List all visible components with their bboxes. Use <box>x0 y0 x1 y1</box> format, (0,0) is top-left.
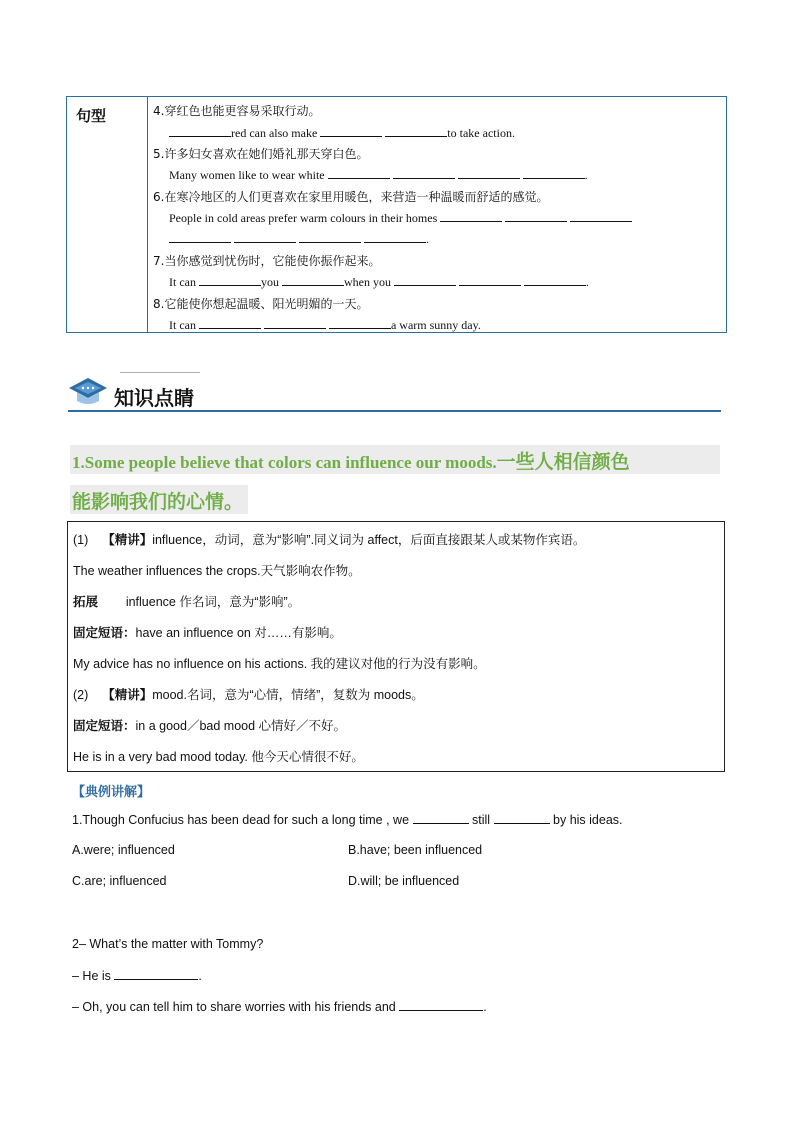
answer-blank[interactable] <box>328 167 390 179</box>
answer-blank[interactable] <box>459 274 521 286</box>
item-8-english: It can a warm sunny day. <box>169 318 481 332</box>
item-4-english: red can also make to take action. <box>169 125 515 141</box>
option-b[interactable]: B.have; been influenced <box>348 843 483 857</box>
table-content-cell <box>153 99 722 332</box>
answer-blank[interactable] <box>393 167 455 179</box>
key-sentence-chinese-part1: 一些人相信颜色 <box>496 451 630 473</box>
explain-line-3: 拓展 influence 作名词，意为“影响”。 <box>73 594 301 609</box>
section-header <box>68 372 721 416</box>
answer-blank[interactable] <box>523 167 585 179</box>
answer-blank[interactable] <box>385 125 447 137</box>
option-a[interactable]: A.were; influenced <box>72 843 175 857</box>
answer-blank[interactable] <box>199 274 261 286</box>
answer-blank[interactable] <box>394 274 456 286</box>
key-sentence-chinese-part2: 能影响我们的心情。 <box>72 491 244 513</box>
answer-blank[interactable] <box>524 274 586 286</box>
item-6-english-line2: . <box>169 231 429 247</box>
answer-blank[interactable] <box>364 231 426 243</box>
answer-blank[interactable] <box>329 317 391 329</box>
item-6-chinese: 6.在寒冷地区的人们更喜欢在家里用暖色，来营造一种温暖而舒适的感觉。 <box>153 190 549 204</box>
question-2-line-3: – Oh, you can tell him to share worries with his friends and . <box>72 1000 487 1014</box>
section-title: 知识点睛 <box>114 386 194 410</box>
answer-blank[interactable] <box>570 210 632 222</box>
explain-line-8: He is in a very bad mood today. 他今天心情很不好。 <box>73 750 364 764</box>
answer-blank[interactable] <box>282 274 344 286</box>
examples-title: 【典例讲解】 <box>72 785 151 800</box>
item-7-english: It can you when you . <box>169 275 589 289</box>
sentence-pattern-table <box>66 96 727 333</box>
key-sentence-row2 <box>70 485 248 514</box>
answer-blank[interactable] <box>505 210 567 222</box>
answer-blank[interactable] <box>169 231 231 243</box>
explain-line-2: The weather influences the crops.天气影响农作物。 <box>73 564 361 578</box>
question-2-line-2: – He is . <box>72 969 202 983</box>
item-7-chinese: 7.当你感觉到忧伤时，它能使你振作起来。 <box>153 254 381 268</box>
answer-blank[interactable] <box>299 231 361 243</box>
table-label-cell <box>67 97 148 332</box>
explain-line-1: (1) 【精讲】influence，动词，意为“影响”.同义词为 affect，后面直接跟某人或某物作宾语。 <box>73 532 586 547</box>
explain-line-4: 固定短语：have an influence on 对……有影响。 <box>73 625 342 640</box>
answer-blank[interactable] <box>494 812 550 824</box>
question-1: 1.Though Confucius has been dead for such a long time , we still by his ideas. <box>72 813 623 827</box>
item-5-chinese: 5.许多妇女喜欢在她们婚礼那天穿白色。 <box>153 147 369 161</box>
explain-line-6: (2) 【精讲】mood.名词，意为“心情，情绪”，复数为 moods。 <box>73 687 424 702</box>
key-sentence-row1 <box>70 445 720 474</box>
answer-blank[interactable] <box>458 167 520 179</box>
answer-blank[interactable] <box>264 317 326 329</box>
answer-blank[interactable] <box>440 210 502 222</box>
option-c[interactable]: C.are; influenced <box>72 874 167 888</box>
answer-blank[interactable] <box>169 125 231 137</box>
table-label: 句型 <box>76 107 107 125</box>
answer-blank[interactable] <box>234 231 296 243</box>
answer-blank[interactable] <box>320 125 382 137</box>
section-underline <box>68 410 721 412</box>
explain-line-7: 固定短语：in a good／bad mood 心情好／不好。 <box>73 718 347 733</box>
answer-blank[interactable] <box>399 999 483 1011</box>
answer-blank[interactable] <box>199 317 261 329</box>
item-4-chinese: 4.穿红色也能更容易采取行动。 <box>153 104 321 118</box>
item-5-english: Many women like to wear white . <box>169 168 588 182</box>
answer-blank[interactable] <box>413 812 469 824</box>
item-6-english-line1: People in cold areas prefer warm colours in their homes <box>169 210 632 226</box>
explanation-box <box>67 521 725 772</box>
option-d[interactable]: D.will; be influenced <box>348 874 460 888</box>
graduation-cap-icon <box>68 374 108 408</box>
header-decoration-line <box>120 372 200 373</box>
item-8-chinese: 8.它能使你想起温暖、阳光明媚的一天。 <box>153 297 369 311</box>
question-2-line-1: 2– What’s the matter with Tommy? <box>72 937 264 951</box>
explain-line-5: My advice has no influence on his actions. 我的建议对他的行为没有影响。 <box>73 657 486 671</box>
key-sentence-english: 1.Some people believe that colors can influence our moods. <box>72 453 497 472</box>
answer-blank[interactable] <box>114 968 198 980</box>
